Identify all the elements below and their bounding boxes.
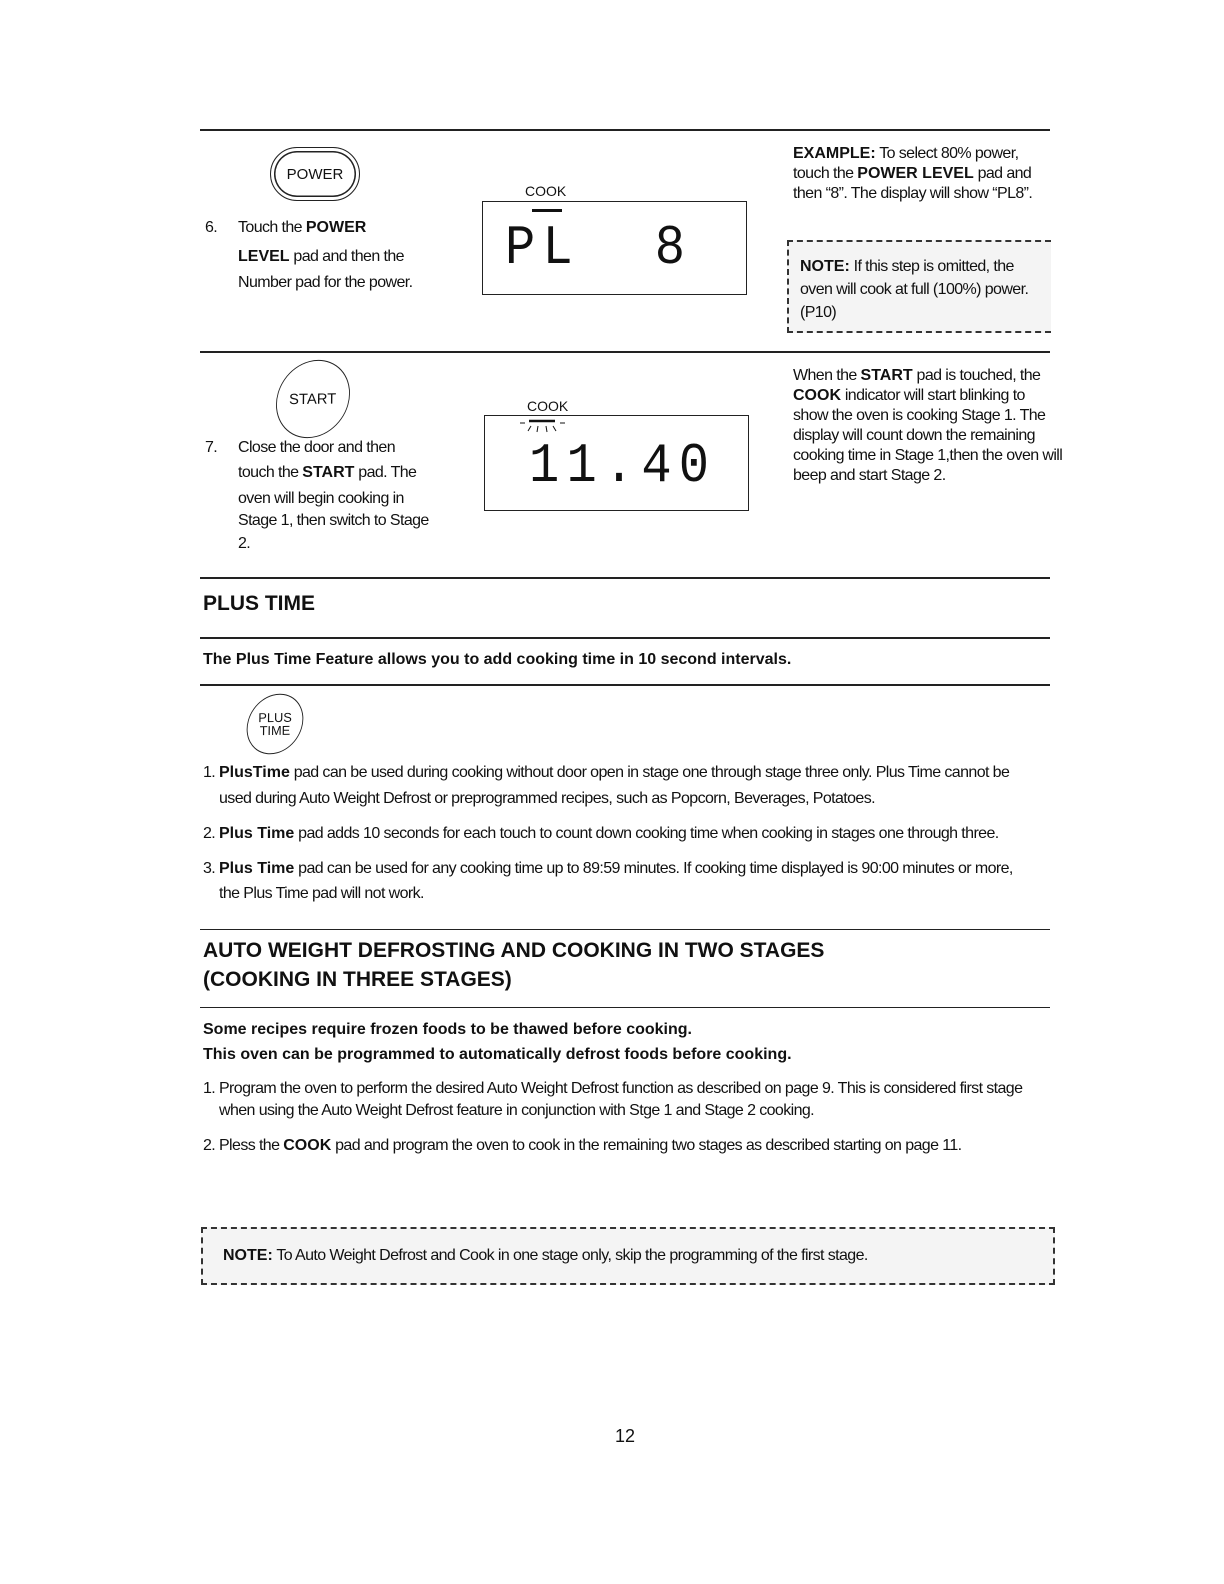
start-pad-icon bbox=[261, 345, 365, 452]
note-text: NOTE: To Auto Weight Defrost and Cook in one stage only, skip the programming of the first stage. bbox=[223, 1247, 868, 1264]
divider bbox=[200, 684, 1050, 686]
power-pad-icon bbox=[270, 147, 360, 201]
plus-time-pad-label-2: TIME bbox=[259, 722, 291, 739]
start-pad-label: START bbox=[289, 390, 337, 408]
start-desc-line2: COOK indicator will start blinking to bbox=[793, 387, 1025, 404]
cook-indicator-label: COOK bbox=[527, 398, 569, 414]
step7-line3: oven will begin cooking in bbox=[238, 490, 404, 507]
step7-line4: Stage 1, then switch to Stage bbox=[238, 512, 429, 529]
start-desc-line4: display will count down the remaining bbox=[793, 427, 1035, 444]
cook-indicator-label: COOK bbox=[525, 183, 567, 199]
divider bbox=[200, 1007, 1050, 1008]
start-desc-line1: When the START pad is touched, the bbox=[793, 367, 1041, 384]
example-line2: touch the POWER LEVEL pad and bbox=[793, 165, 1032, 182]
auto-weight-intro-1: Some recipes require frozen foods to be thawed before cooking. bbox=[203, 1021, 692, 1038]
cook-indicator-bar bbox=[532, 209, 562, 212]
start-desc-line3: show the oven is cooking Stage 1. The bbox=[793, 407, 1046, 424]
plus-time-intro: The Plus Time Feature allows you to add cooking time in 10 second intervals. bbox=[203, 651, 792, 668]
step7-line2: touch the START pad. The bbox=[238, 464, 417, 481]
step-number: 6. bbox=[205, 219, 218, 236]
step6-line2: LEVEL pad and then the bbox=[238, 248, 404, 265]
note-line1: NOTE: If this step is omitted, the bbox=[800, 258, 1014, 275]
auto-weight-heading-2: (COOKING IN THREE STAGES) bbox=[203, 968, 512, 991]
example-line1: EXAMPLE: To select 80% power, bbox=[793, 145, 1019, 162]
step7-line5: 2. bbox=[238, 535, 251, 552]
divider bbox=[200, 577, 1050, 579]
plus-time-item-1: 1. PlusTime pad can be used during cooking without door open in stage one through stage three only. Plus Time cannot be bbox=[203, 764, 1010, 781]
divider bbox=[200, 351, 1050, 353]
plus-time-item-1-cont: used during Auto Weight Defrost or preprogrammed recipes, such as Popcorn, Beverages, Potatoes. bbox=[219, 790, 875, 807]
plus-time-item-3: 3. Plus Time pad can be used for any cooking time up to 89:59 minutes. If cooking time displayed is 90:00 minutes or more, bbox=[203, 860, 1013, 877]
page-number: 12 bbox=[615, 1426, 636, 1446]
step7-line1: Close the door and then bbox=[238, 439, 395, 456]
lcd-display-time bbox=[484, 415, 749, 511]
start-desc-line5: cooking time in Stage 1,then the oven will bbox=[793, 447, 1063, 464]
cook-indicator-blinking-icon bbox=[517, 418, 577, 434]
power-pad-label: POWER bbox=[286, 165, 344, 183]
note-box-auto-weight bbox=[201, 1227, 1055, 1285]
step6-line1: Touch the POWER bbox=[238, 219, 367, 236]
auto-weight-item-1: 1. Program the oven to perform the desired Auto Weight Defrost function as described on page 9. This is considered first stage bbox=[203, 1080, 1023, 1097]
plus-time-heading: PLUS TIME bbox=[203, 592, 316, 615]
display-value: PL 8 bbox=[505, 216, 693, 280]
divider bbox=[200, 129, 1050, 131]
start-desc-line6: beep and start Stage 2. bbox=[793, 467, 946, 484]
plus-time-item-2: 2. Plus Time pad adds 10 seconds for each touch to count down cooking time when cooking in stages one through three. bbox=[203, 825, 999, 842]
divider bbox=[200, 637, 1050, 639]
lcd-display-power bbox=[482, 201, 747, 295]
auto-weight-item-2: 2. Pless the COOK pad and program the oven to cook in the remaining two stages as described starting on page 11. bbox=[203, 1137, 962, 1154]
display-value: 11.40 bbox=[529, 434, 717, 498]
note-box-power bbox=[787, 240, 1051, 333]
step6-line3: Number pad for the power. bbox=[238, 274, 413, 291]
plus-time-pad-label-1: PLUS bbox=[258, 709, 292, 726]
plus-time-pad-icon bbox=[235, 683, 315, 766]
note-line3: (P10) bbox=[800, 304, 837, 321]
plus-time-item-3-cont: the Plus Time pad will not work. bbox=[219, 885, 424, 902]
auto-weight-intro-2: This oven can be programmed to automatically defrost foods before cooking. bbox=[203, 1046, 792, 1063]
step-number: 7. bbox=[205, 439, 218, 456]
divider bbox=[200, 929, 1050, 930]
auto-weight-heading-1: AUTO WEIGHT DEFROSTING AND COOKING IN TWO STAGES bbox=[203, 939, 825, 962]
example-line3: then “8”. The display will show “PL8”. bbox=[793, 185, 1033, 202]
auto-weight-item-1-cont: when using the Auto Weight Defrost feature in conjunction with Stge 1 and Stage 2 cooking. bbox=[219, 1102, 815, 1119]
note-line2: oven will cook at full (100%) power. bbox=[800, 281, 1029, 298]
